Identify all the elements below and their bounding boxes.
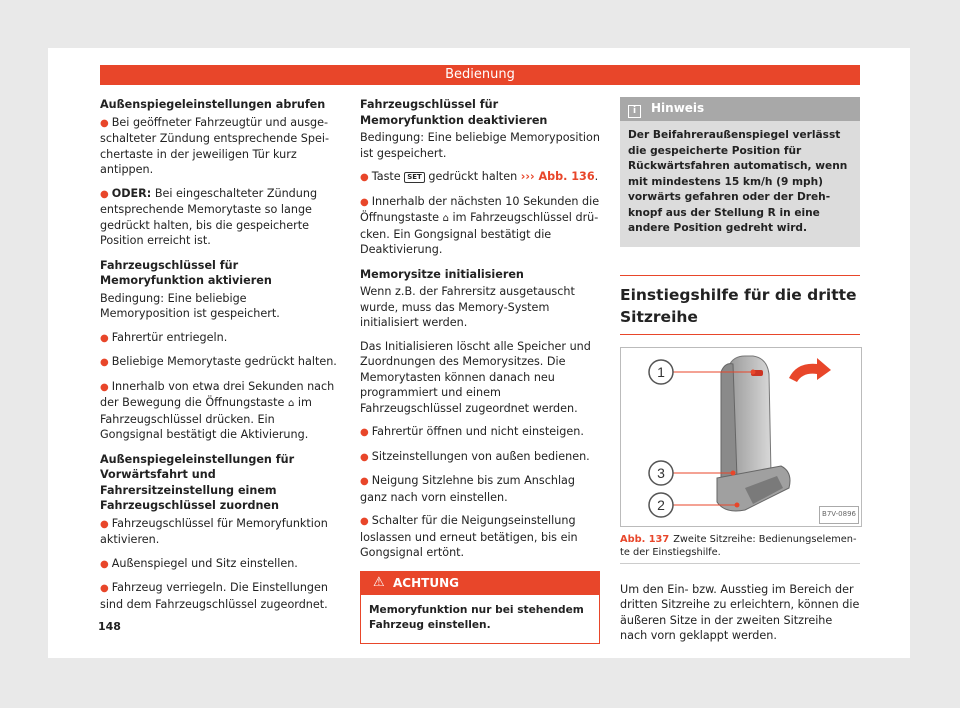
bullet-icon: ● — [100, 558, 109, 570]
list-item: ● Fahrzeugschlüssel für Memoryfunktion aktivieren. — [100, 516, 328, 546]
list-item: ● Fahrzeug verriegeln. Die Einstellungen sind dem Fahrzeugschlüssel zugeordnet. — [100, 581, 328, 611]
list-item: ● Neigung Sitzlehne bis zum Anschlag ganz nach vorn einstellen. — [360, 474, 576, 504]
column-3 — [620, 97, 860, 652]
paragraph: Bedingung: Eine beliebige Memoryposition ist gespeichert. — [360, 131, 600, 160]
warning-box — [360, 571, 600, 644]
warning-text: Memoryfunktion nur bei stehendem Fahrzeug einstellen. — [369, 603, 584, 631]
bullet-icon: ● — [360, 172, 369, 183]
paragraph: Bedingung: Eine beliebige Memoryposition ist gespeichert. — [100, 291, 280, 320]
seat-drawing — [621, 348, 861, 526]
page-header: Bedienung — [100, 65, 860, 85]
bullet-icon: ● — [360, 427, 369, 438]
heading-activate-key: Fahrzeugschlüssel für Memoryfunktion aktivieren — [100, 258, 272, 287]
heading-initialize: Memorysitze initialisieren — [360, 267, 524, 281]
list-item: ● Innerhalb von etwa drei Sekunden nach der Bewegung die Öffnungstaste ⌂ im Fahrzeugschlüssel drücken. Ein Gongsignal bestätigt die Aktivierung. — [100, 379, 335, 441]
unlock-icon: ⌂ — [442, 213, 449, 224]
bullet-icon: ● — [100, 583, 109, 594]
list-item: ● Taste SET gedrückt halten ››› Abb. 136. — [360, 170, 599, 183]
callout-label-2: 2 — [657, 496, 665, 513]
list-item: ● Fahrertür entriegeln. — [100, 330, 228, 344]
list-item: ● Bei geöffneter Fahrzeugtür und ausgeschalteter Zündung entsprechende Speichertaste in der jeweiligen Tür kurz antippen. — [100, 115, 330, 176]
bullet-icon: ● — [360, 476, 369, 487]
bullet-icon: ● — [360, 451, 369, 463]
fold-direction-arrow-icon — [789, 358, 831, 382]
note-box — [620, 97, 860, 247]
note-text: Der Beifahreraußenspiegel verlässt die gespeicherte Position für Rückwärtsfahren automatisch, wenn mit mindestens 15 km/h (9 mph) vorwärts gefahren oder der Drehknopf aus der Stellung R in eine andere Position gedreht wird. — [628, 129, 848, 234]
figure-reference-link[interactable]: ››› Abb. 136 — [520, 170, 595, 183]
set-button-icon: SET — [404, 172, 425, 183]
heading-deactivate-key: Fahrzeugschlüssel für Memoryfunktion deaktivieren — [360, 98, 548, 127]
figure-caption: Abb. 137 Zweite Sitzreihe: Bedienungselemente der Einstiegshilfe. — [620, 533, 860, 564]
bullet-icon: ● — [360, 516, 369, 527]
callout-dot-3 — [731, 470, 736, 475]
bullet-icon: ● — [100, 332, 109, 344]
warning-header: ⚠ ACHTUNG — [361, 572, 599, 595]
unlock-icon: ⌂ — [287, 398, 295, 409]
bullet-icon: ● — [360, 196, 369, 208]
list-item: ● Fahrertür öffnen und nicht einsteigen. — [360, 425, 584, 438]
bullet-icon: ● — [100, 188, 109, 200]
column-2 — [360, 97, 600, 644]
callout-dot-1 — [751, 369, 756, 374]
paragraph: Wenn z.B. der Fahrersitz ausgetauscht wurde, muss das Memory-System initialisiert werden. — [360, 285, 575, 329]
callout-label-1: 1 — [657, 363, 665, 380]
figure-code: B7V-0896 — [819, 506, 859, 524]
list-item: ● ODER: Bei eingeschalteter Zündung entsprechende Memorytaste so lange gedrückt halten, bis die gespeicherte Position erreicht ist. — [100, 186, 318, 247]
bullet-icon: ● — [100, 381, 109, 393]
list-item: ● Innerhalb der nächsten 10 Sekunden die Öffnungstaste ⌂ im Fahrzeugschlüssel drücken. Ein Gongsignal bestätigt die Deaktivierung. — [360, 194, 600, 256]
note-header: i Hinweis — [620, 97, 860, 121]
bullet-icon: ● — [100, 117, 109, 129]
bullet-icon: ● — [100, 357, 109, 368]
callout-label-3: 3 — [657, 464, 665, 481]
list-item: ● Beliebige Memorytaste gedrückt halten. — [100, 355, 337, 368]
list-item: ● Schalter für die Neigungseinstellung loslassen und erneut betätigen, bis ein Gongsignal ertönt. — [360, 514, 578, 559]
callout-dot-2 — [735, 502, 740, 507]
section-title: Einstiegshilfe für die dritte Sitzreihe — [620, 275, 860, 335]
page-number: 148 — [98, 620, 121, 633]
figure-seat-illustration — [620, 347, 862, 527]
list-item: ● Außenspiegel und Sitz einstellen. — [100, 556, 298, 570]
caption-label: Abb. 137 — [620, 533, 670, 545]
bullet-icon: ● — [100, 518, 109, 530]
heading-assign-key: Außenspiegeleinstellungen für Vorwärtsfahrt und Fahrersitzeinstellung einem Fahrzeugschlüssel zuordnen — [100, 452, 295, 512]
info-icon: i — [628, 105, 641, 118]
paragraph: Das Initialisieren löscht alle Speicher und Zuordnungen des Memorysitzes. Die Memorytasten können danach neu programmiert und einem Fahrzeugschlüssel zugeordnet werden. — [360, 339, 591, 415]
heading-recall-mirror: Außenspiegeleinstellungen abrufen — [100, 98, 326, 111]
paragraph: Um den Ein- bzw. Ausstieg im Bereich der dritten Sitzreihe zu erleichtern, können die äußeren Sitze in der zweiten Sitzreihe nach vorn geklappt werden. — [620, 582, 860, 642]
warning-icon: ⚠ — [373, 574, 385, 590]
list-item: ● Sitzeinstellungen von außen bedienen. — [360, 449, 590, 463]
column-1 — [100, 97, 338, 620]
